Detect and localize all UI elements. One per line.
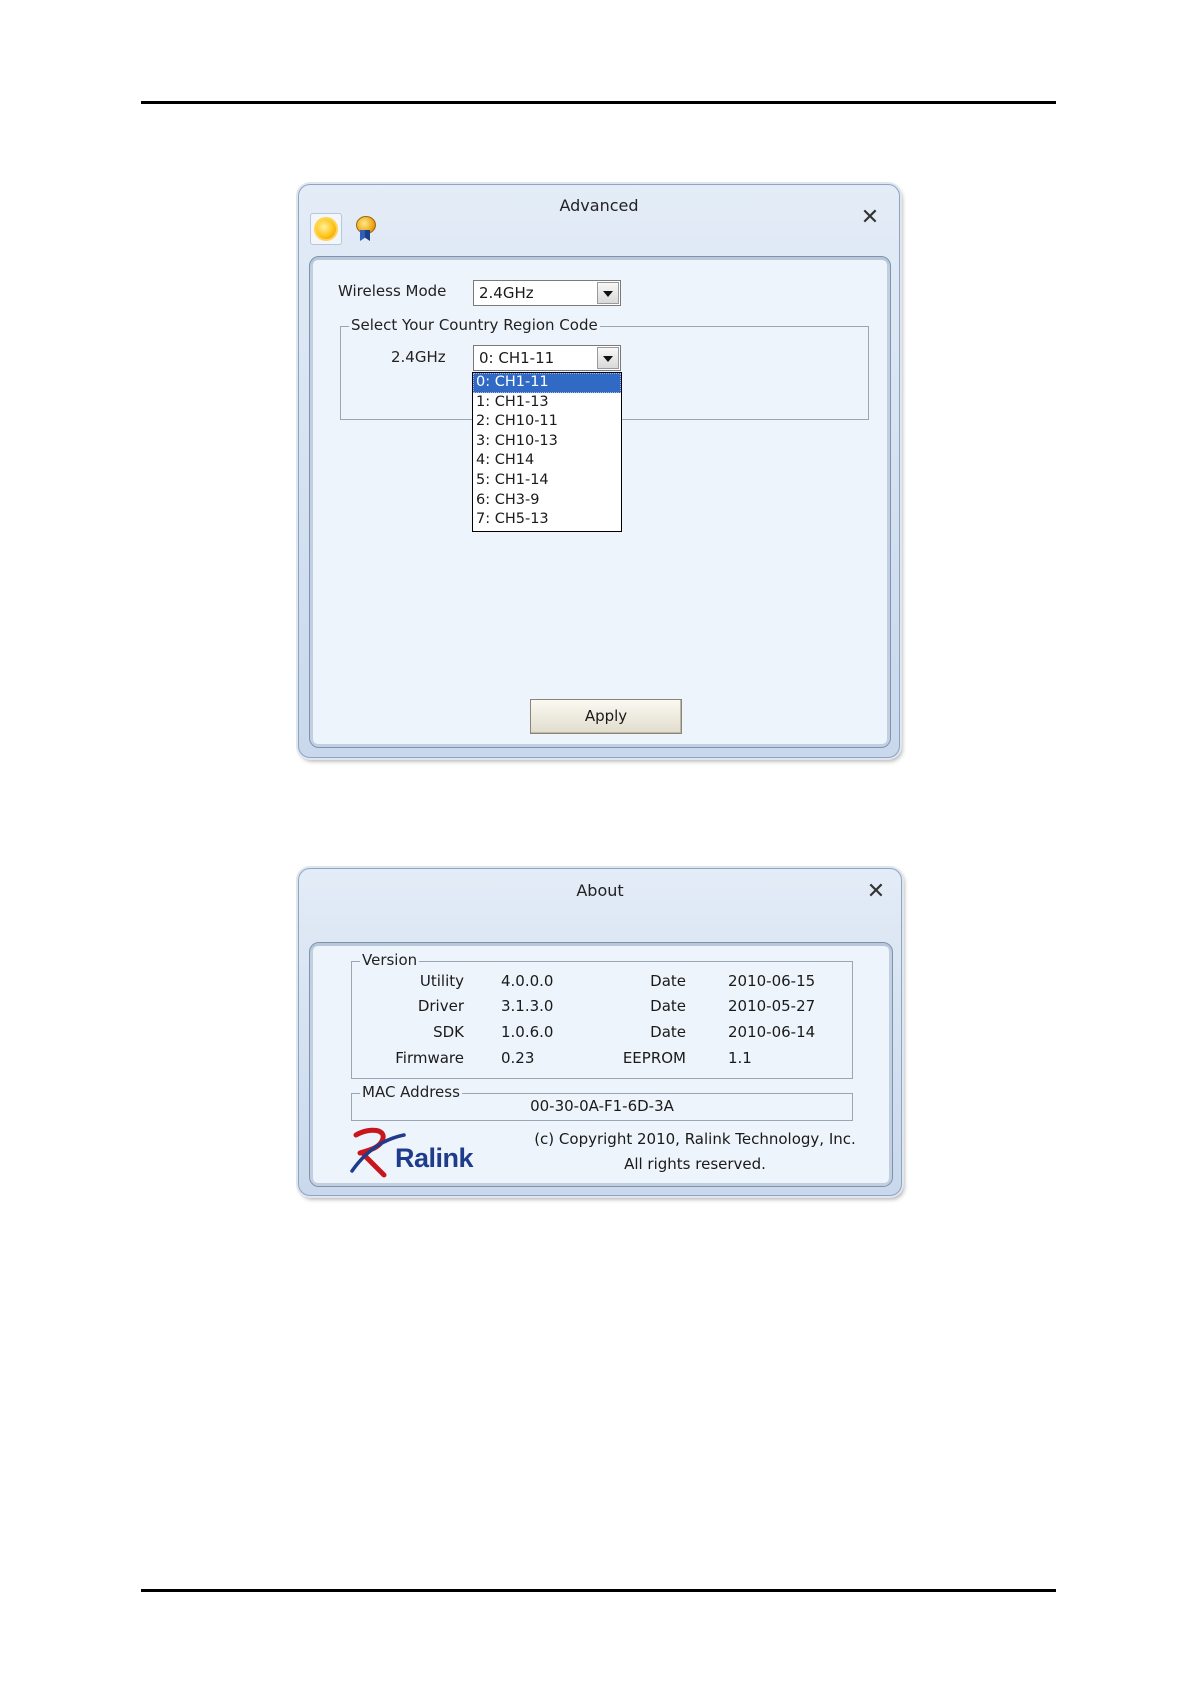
version-row-version: 4.0.0.0 [501,972,554,990]
region-code-value: 0: CH1-11 [479,349,555,367]
copyright-line-2: All rights reserved. [624,1155,766,1173]
version-row-date: 1.1 [728,1049,752,1067]
version-groupbox [351,951,853,1079]
sun-icon [316,219,336,239]
apply-button[interactable]: Apply [530,699,682,734]
close-icon[interactable]: ✕ [866,879,886,904]
wireless-mode-dropdown-button[interactable] [597,282,619,304]
version-row-date: 2010-06-14 [728,1023,816,1041]
wireless-mode-select[interactable] [473,280,621,306]
version-legend: Version [362,951,418,969]
advanced-dialog [298,184,900,758]
advanced-panel [309,256,891,748]
about-panel [309,942,893,1187]
dropdown-option[interactable]: 4: CH14 [476,452,535,469]
region-code-dropdown-list[interactable] [472,372,622,532]
region-code-dropdown-button[interactable] [597,347,619,369]
chevron-down-icon [603,356,613,362]
version-row-version: 0.23 [501,1049,535,1067]
dropdown-option[interactable]: 0: CH1-11 [473,373,621,393]
dropdown-option[interactable]: 7: CH5-13 [476,511,549,528]
version-row-date-label: EEPROM [622,1049,686,1067]
version-row-name: SDK [433,1023,464,1041]
band-label: 2.4GHz [391,348,446,366]
mac-address-legend: MAC Address [362,1083,460,1101]
dropdown-option[interactable]: 2: CH10-11 [476,413,558,430]
version-row-version: 1.0.6.0 [501,1023,554,1041]
version-row-date-label: Date [650,972,686,990]
dropdown-option[interactable]: 1: CH1-13 [476,393,549,410]
award-ribbon-icon [360,230,370,241]
wireless-mode-value: 2.4GHz [479,284,534,302]
version-row-date: 2010-06-15 [728,972,816,990]
dropdown-option[interactable]: 6: CH3-9 [476,491,540,508]
dialog-title: Advanced [559,196,639,215]
close-icon[interactable]: ✕ [860,205,880,230]
copyright-line-1: (c) Copyright 2010, Ralink Technology, Inc. [534,1130,856,1148]
ralink-logo-text: Ralink [395,1143,474,1173]
version-row-name: Utility [419,972,464,990]
version-row-name: Driver [417,997,464,1015]
version-row-version: 3.1.3.0 [501,997,554,1015]
about-dialog [298,868,902,1196]
wireless-mode-label: Wireless Mode [338,282,447,300]
dropdown-option[interactable]: 3: CH10-13 [476,432,558,449]
dropdown-option[interactable]: 5: CH1-14 [476,471,549,488]
chevron-down-icon [603,291,613,297]
top-page-rule [141,101,1056,104]
region-code-legend: Select Your Country Region Code [351,316,598,334]
mac-address-groupbox [351,1083,853,1121]
version-row-date-label: Date [650,1023,686,1041]
mac-address-value: 00-30-0A-F1-6D-3A [530,1097,674,1115]
tab-about-badge-icon[interactable] [350,213,380,243]
tab-settings-sun-icon[interactable] [310,213,342,245]
version-row-date-label: Date [650,997,686,1015]
region-code-select[interactable] [473,345,621,371]
bottom-page-rule [141,1589,1056,1592]
version-row-date: 2010-05-27 [728,997,816,1015]
dialog-title: About [576,881,624,900]
version-row-name: Firmware [395,1049,464,1067]
